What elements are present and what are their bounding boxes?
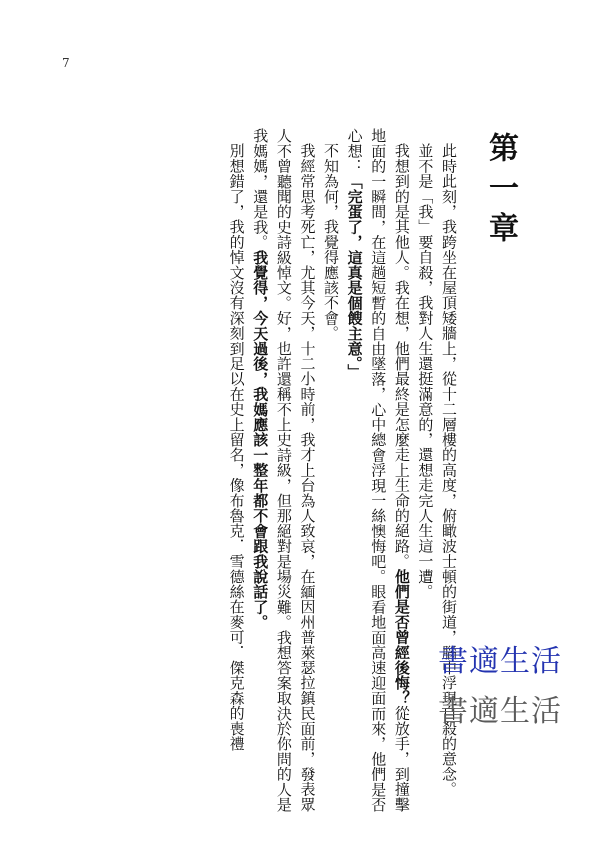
bold-text-run: 我覺得，今天過後，我媽應該一整年都不會跟我說話了。 [251, 249, 270, 630]
chapter-body-text [55, 128, 460, 818]
text-run: 並不是「我」要自殺，我對人生還挺滿意的，還想走完人生這一遭。 [416, 143, 435, 599]
text-run: 從放手，到撞擊地面的一瞬間，在這趟短暫的自由墜落，心中總會浮現一絲懊悔吧。眼看地面高速迎面而來，他們是否心想： [345, 128, 411, 812]
text-run: 我經常思考死亡，尤其今天，十二小時前，我才上台為人致哀，在緬因州普萊瑟拉鎮民面前，發表眾人不曾聽聞的史詩級悼文。好，也許還稱不上史詩級，但那絕對是場災難。我想答案取決於你問的人是我媽媽，還是我。 [251, 128, 317, 812]
paragraph [318, 128, 342, 818]
chapter-title: 第一章 [483, 132, 518, 252]
paragraph [413, 128, 437, 818]
page-number: 7 [62, 56, 70, 70]
text-run: 別想錯了，我的悼文沒有深刻到足以在史上留名，像布魯克．雪德絲在麥可．傑克森的喪禮 [227, 143, 246, 751]
paragraph [342, 128, 413, 818]
text-run: 不知為何，我覺得應該不會。 [322, 143, 341, 341]
text-run: 我想到的是其他人。我在想，他們最終是怎麼走上生命的絕路。 [392, 143, 411, 569]
paragraph [248, 128, 319, 818]
publisher-watermark-blue: 書適生活 [438, 644, 562, 679]
bold-text-run: 他們是否曾經後悔？ [392, 568, 411, 706]
text-run: 此時此刻，我跨坐在屋頂矮牆上，從十二層樓的高度，俯瞰波士頓的街道，腦中浮現自殺的意念。 [440, 143, 458, 797]
publisher-watermark-gray: 書適生活 [438, 694, 562, 729]
bold-text-run: 「完蛋了，這真是個餿主意。」 [345, 173, 364, 379]
paragraph [224, 128, 248, 818]
